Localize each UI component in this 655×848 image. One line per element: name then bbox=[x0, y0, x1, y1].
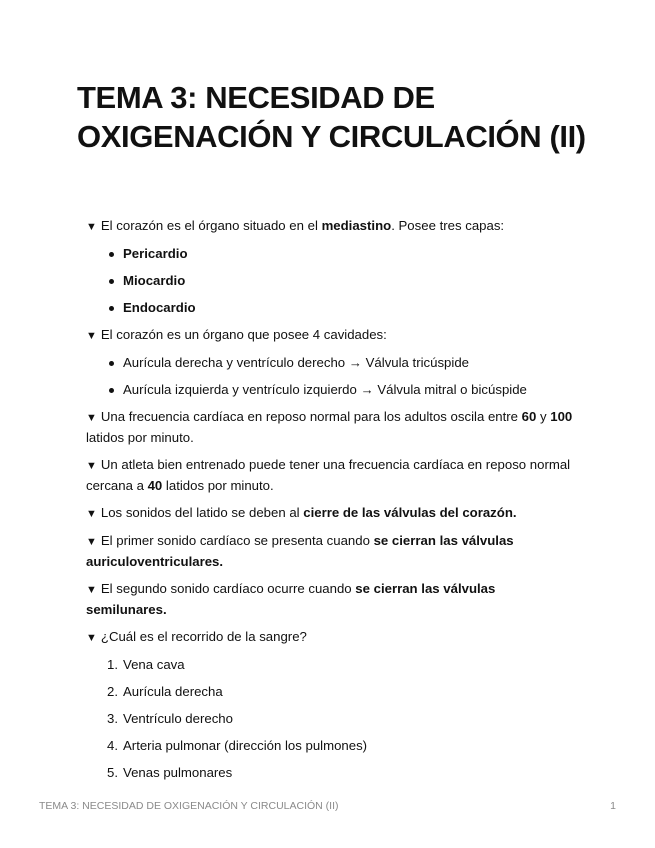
toggle-block-first-sound[interactable]: ▼ El primer sonido cardíaco se presenta cuando se cierran las válvulas auriculoventriculares. bbox=[86, 533, 514, 569]
list-item: 5. Venas pulmonares bbox=[107, 765, 233, 780]
toggle-block-blood-route[interactable]: ▼ ¿Cuál es el recorrido de la sangre? bbox=[86, 627, 576, 648]
toggle-triangle-icon[interactable]: ▼ bbox=[86, 508, 97, 520]
toggle-triangle-icon[interactable]: ▼ bbox=[86, 536, 97, 548]
toggle-block-athlete[interactable]: ▼ Un atleta bien entrenado puede tener una frecuencia cardíaca en reposo normal cercana a 40 latidos por minuto. bbox=[86, 457, 571, 493]
footer-title: TEMA 3: NECESIDAD DE OXIGENACIÓN Y CIRCULACIÓN (II) bbox=[39, 800, 339, 812]
page-title: TEMA 3: NECESIDAD DE OXIGENACIÓN Y CIRCULACIÓN (II) bbox=[77, 80, 586, 154]
toggle-triangle-icon[interactable]: ▼ bbox=[86, 460, 97, 472]
list-item: 1. Vena cava bbox=[107, 657, 185, 672]
toggle-block-cavities[interactable]: ▼ El corazón es un órgano que posee 4 cavidades: bbox=[86, 325, 576, 346]
page-content bbox=[86, 216, 576, 790]
list-item: Aurícula izquierda y ventrículo izquierdo → Válvula mitral o bicúspide bbox=[107, 380, 576, 400]
toggle-triangle-icon[interactable]: ▼ bbox=[86, 632, 97, 644]
toggle-triangle-icon[interactable]: ▼ bbox=[86, 584, 97, 596]
heart-layers-list bbox=[86, 244, 576, 318]
toggle-triangle-icon[interactable]: ▼ bbox=[86, 330, 97, 342]
list-item: Pericardio bbox=[107, 244, 576, 264]
toggle-block-second-sound[interactable]: ▼ El segundo sonido cardíaco ocurre cuando se cierran las válvulas semilunares. bbox=[86, 581, 496, 617]
toggle-block-heart-rate[interactable]: ▼ Una frecuencia cardíaca en reposo normal para los adultos oscila entre 60 y 100 latidos por minuto. bbox=[86, 409, 573, 445]
list-item: Aurícula derecha y ventrículo derecho → Válvula tricúspide bbox=[107, 353, 576, 373]
list-item: Miocardio bbox=[107, 271, 576, 291]
blood-route-list bbox=[86, 655, 576, 783]
toggle-block-heart-location[interactable]: ▼ El corazón es el órgano situado en el mediastino. Posee tres capas: bbox=[86, 216, 576, 237]
toggle-triangle-icon[interactable]: ▼ bbox=[86, 221, 97, 233]
list-item: 3. Ventrículo derecho bbox=[107, 711, 233, 726]
cavities-list bbox=[86, 353, 576, 400]
list-item: 4. Arteria pulmonar (dirección los pulmones) bbox=[107, 738, 368, 753]
list-item: Endocardio bbox=[107, 298, 576, 318]
toggle-triangle-icon[interactable]: ▼ bbox=[86, 412, 97, 424]
toggle-block-heart-sounds[interactable]: ▼ Los sonidos del latido se deben al cierre de las válvulas del corazón. bbox=[86, 503, 576, 524]
list-item: 2. Aurícula derecha bbox=[107, 684, 223, 699]
page-number: 1 bbox=[610, 800, 616, 812]
